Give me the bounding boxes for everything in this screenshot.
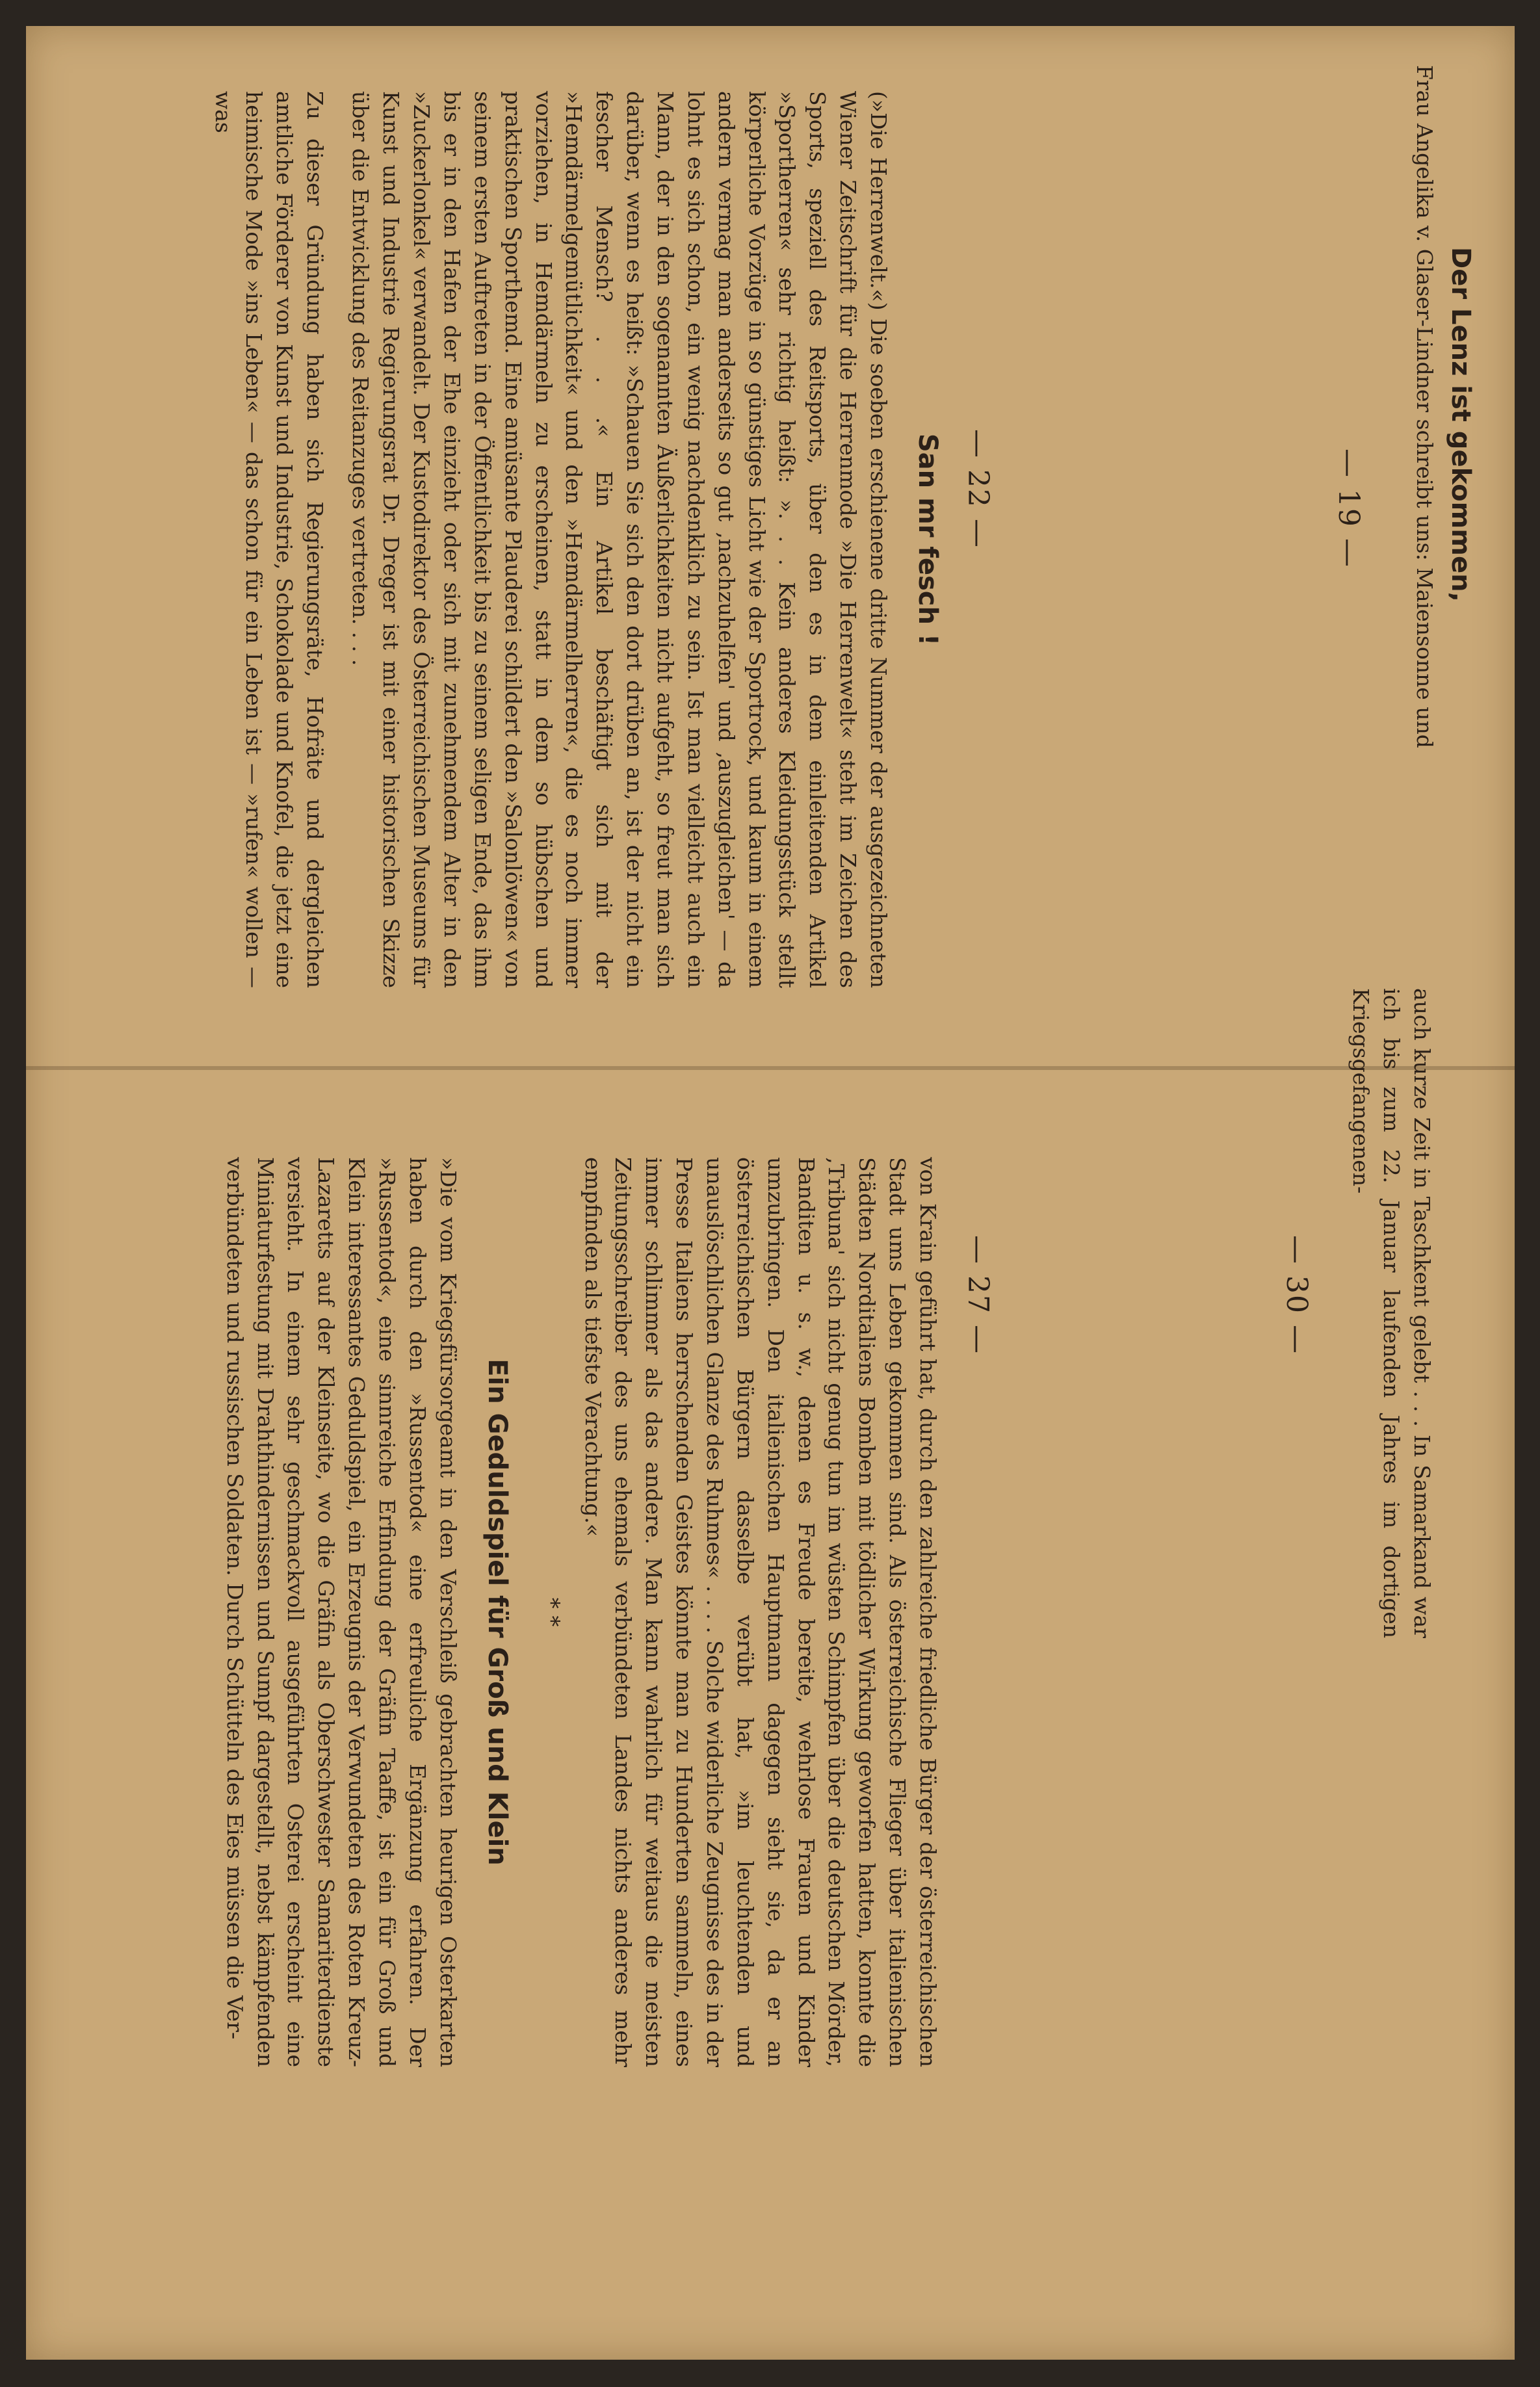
page-22-number: — 22 — bbox=[961, 429, 995, 549]
page-19-heading: Der Lenz ist gekommen, bbox=[1446, 247, 1476, 602]
page-22-heading: San mr fesch ! bbox=[913, 433, 943, 646]
page-30-text: auch kurze Zeit in Taschkent gelebt . . . In Samarkand war ich bis zum 22. Januar laufenden Jahres im dortigen Kriegsgefangenen- bbox=[1348, 988, 1435, 1638]
rotated-content bbox=[26, 26, 1515, 2360]
page-27-number: — 27 — bbox=[961, 1235, 995, 1355]
page-19-text: Frau Angelika v. Glaser-Lindner schreibt uns: Maiensonne und bbox=[1412, 65, 1437, 748]
section-separator: * * bbox=[538, 1597, 564, 1627]
page-22 bbox=[46, 91, 943, 988]
page-fold bbox=[26, 1066, 1515, 1070]
page-22-text-1: (»Die Herrenwelt.«) Die soeben erschienene dritte Nummer der ausgezeichneten Wiener Zeitschrift für die Herrenmode »Die Herrenwelt« steht im Zeichen des Sports, speziell des Reitsports, über den es in dem einleitenden Artikel »Sportherren« sehr richtig heißt: ». . . Kein anderes Kleidungsstück stellt körperliche Vorzüge in so günstiges Licht wie der Sportrock, und kaum in einem andern vermag man anderseits so gut ‚nachzuhelfen' und ‚auszugleichen' — da lohnt es sich schon, ein wenig nachdenklich zu sein. Ist man vielleicht auch ein Mann, der in den sogenannten Äußerlichkeiten nicht aufgeht, so freut man sich darüber, wenn es heißt: »Schauen Sie sich den dort drüben an, ist der nicht ein fescher Mensch? . . .« Ein Artikel beschäftigt sich mit der »Hemdärmelgemütlichkeit« und den »Hemdärmelherren«, die es noch immer vorziehen, in Hemdärmeln zu erscheinen, statt in dem so hübschen und praktischen Sporthemd. Eine amüsante Plauderei schildert den »Salonlöwen« von seinem ersten Auftreten in der Öffentlichkeit bis zu seinem seligen Ende, das ihm bis er in den Hafen der Ehe einzieht oder sich mit zunehmendem Alter in den »Zuckerlonkel« verwandelt. Der Kustodirektor des Österreichischen Museums für Kunst und Industrie Regierungsrat Dr. Dreger ist mit einer historischen Skizze über die Entwicklung des Reitanzuges vertreten. . . . bbox=[348, 91, 891, 988]
page-19 bbox=[1378, 65, 1476, 910]
page-19-number: — 19 — bbox=[1332, 449, 1365, 568]
page-27-heading: Ein Geduldspiel für Groß und Klein bbox=[482, 1359, 512, 1866]
page-22-text-2: Zu dieser Gründung haben sich Regierungsräte, Hofräte und dergleichen amtliche Förderer von Kunst und Industrie, Schokolade und Knofel, die jetzt eine heimische Mode »ins Leben« — das schon für ein Leben ist — »rufen« wollen — was bbox=[210, 91, 328, 988]
page-27-text-1: von Krain geführt hat, durch den zahlreiche friedliche Bürger der österreichischen Stadt ums Leben gekommen sind. Als österreichische Flieger über italienischen Städten Norditaliens Bomben mit tödlicher Wirkung geworfen hatten, konnte die ‚Tribuna' sich nicht genug tun im wüsten Schimpfen über die deutschen Mörder, Banditen u. s. w., denen es Freude bereite, wehrlose Frauen und Kinder umzubringen. Den italienischen Hauptmann dagegen sieht sie, da er an österreichischen Bürgern dasselbe verübt hat, »im leuchtenden und unauslöschlichen Glanze des Ruhmes« . . . . Solche widerliche Zeugnisse des in der Presse Italiens herrschenden Geistes könnte man zu Hunderten sammeln, eines immer schlimmer als das andere. Man kann wahrlich für weitaus die meisten Zeitungsschreiber des uns ehemals verbündeten Landes nichts anderes mehr empfinden als tiefste Verachtung.« bbox=[580, 1157, 941, 2067]
page-27 bbox=[46, 1157, 943, 2067]
page-27-text-2: »Die vom Kriegsfürsorgeamt in den Verschleiß gebrachten heurigen Osterkarten haben durch den »Russentod« eine erfreuliche Ergänzung erfahren. Der »Russentod«, eine sinnreiche Erfindung der Gräfin Taaffe, ist ein für Groß und Klein interessantes Geduldspiel, ein Erzeugnis der Verwundeten des Roten Kreuz-Lazaretts auf der Kleinseite, wo die Gräfin als Oberschwester Samariterdienste versieht. In einem sehr geschmackvoll ausgeführten Osterei erscheint eine Miniaturfestung mit Drahthindernissen und Sumpf dargestellt, nebst kämpfenden verbündeten und russischen Soldaten. Durch Schütteln des Eies müssen die Ver- bbox=[222, 1157, 461, 2067]
page-30 bbox=[1333, 988, 1437, 1638]
page-30-number: — 30 — bbox=[1280, 1235, 1313, 1355]
scanned-sheet bbox=[26, 26, 1515, 2360]
